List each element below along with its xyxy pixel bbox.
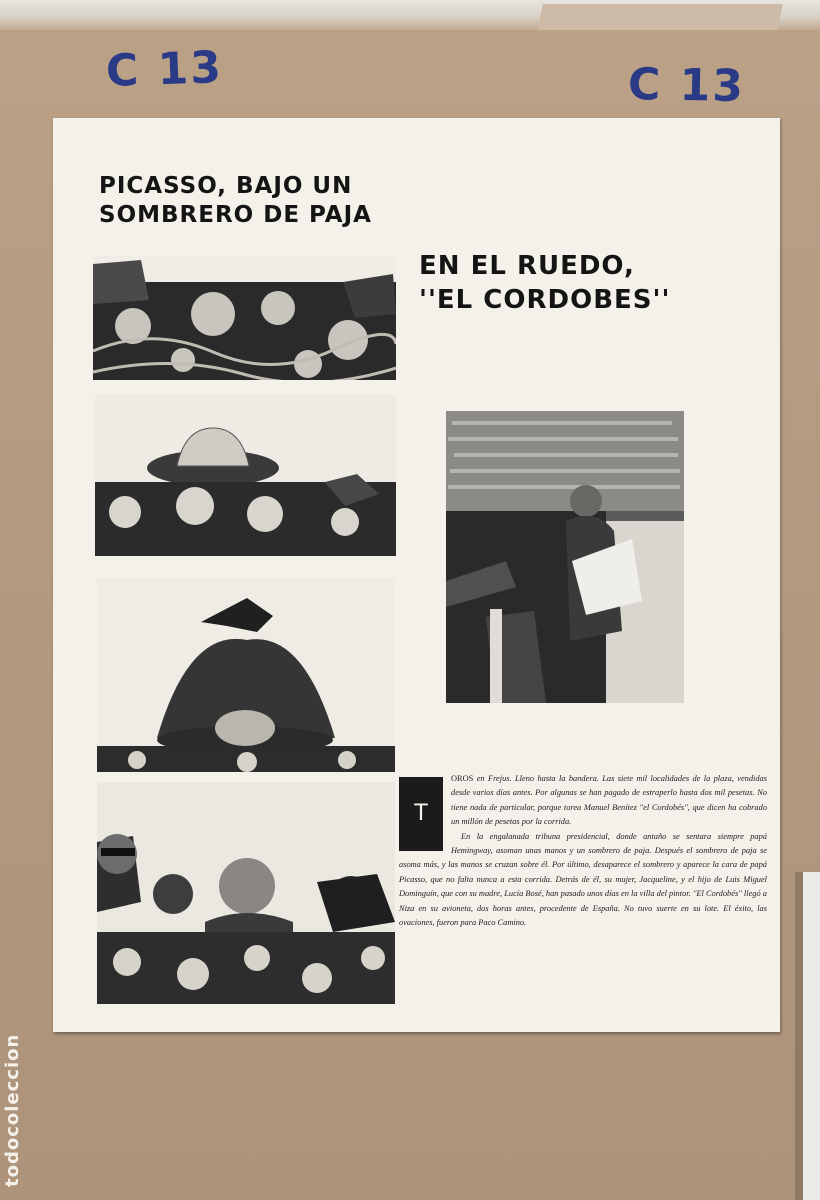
handwritten-label-left: C 13 [105,41,224,98]
magazine-page [53,118,780,1032]
watermark: todocoleccion [2,1033,23,1187]
article-paragraph-1-text: en Frejus. Lleno hasta la bandera. Las siete mil localidades de la plaza, vendidas desde varios días antes. Por algunas se han pagado de estraperlo hasta dos mil pesetas. No tiene nada de particular, porque torea Manuel Benítez ''el Cordobés'', que dicen ha cobrado un millón de pesetas por la corrida. [451,774,768,827]
article-paragraph-2: En la engalanada tribuna presidencial, donde antaño se sentara siempre papá Hemingway, asoman unas manos y un sombrero de paja. Después el sombrero de paja se asoma más, y las manos se cruzan sobre él. Por último, desaparece el sombrero y aparece la cara de papá Picasso, que no falta nunca a esta corrida. Detrás de él, su mujer, Jacqueline, y el hijo de Luis Miguel Dominguín, que con su madre, Lucía Bosé, han pasado unos días en la villa del pintor. ''El Cordobés'' llegó a Niza en su avioneta, dos horas antes, procedente de España. No tuvo suerte en su lote. El éxito, las ovaciones, fueron para Paco Camino. [399,831,767,928]
handwritten-label-right: C 13 [627,58,746,113]
photo-hands-on-shawl [93,256,396,380]
headline-cordobes-line1: EN EL RUEDO, [419,251,635,281]
article-dropcap: T [399,777,443,851]
article-body [399,772,767,1012]
headline-picasso [99,172,399,230]
cardboard-edge-shadow [795,872,803,1200]
cardboard-tear [537,4,783,30]
headline-cordobes [419,250,749,318]
article-lead-word: OROS [451,774,474,783]
photo-straw-hat [95,394,396,556]
headline-cordobes-line2: ''EL CORDOBES'' [419,284,671,315]
background-strip [803,872,820,1200]
photo-hands-over-hat [97,578,395,772]
photo-picasso-spectators [97,782,395,1004]
photo-cordobes-ruedo [446,411,684,703]
article-paragraph-1 [399,772,767,830]
headline-picasso-line2: SOMBRERO DE PAJA [99,201,372,228]
headline-picasso-line1: PICASSO, BAJO UN [99,173,353,199]
